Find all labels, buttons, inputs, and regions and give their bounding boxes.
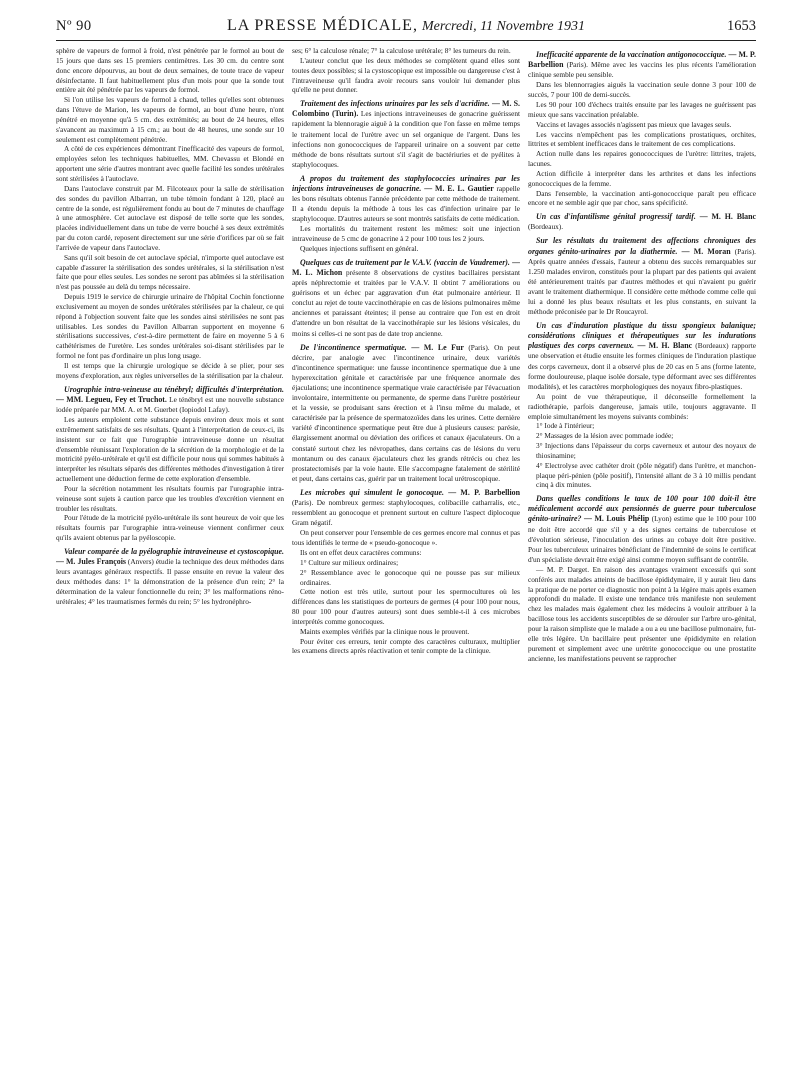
header-rule bbox=[56, 40, 756, 41]
paragraph: ses; 6° la calculose rénale; 7° la calculose urétérale; 8° les tumeurs du rein. bbox=[292, 46, 511, 55]
list-item: 2° Ressemblance avec le gonocoque qui ne pousse pas sur milieux ordinaires. bbox=[300, 567, 520, 587]
list-item: 3° Injections dans l'épaisseur du corps caverneux et autour des noyaux de thiosinamine; bbox=[536, 441, 756, 460]
article-heading bbox=[56, 547, 284, 608]
paragraph: Les vaccins n'empêchent pas les complications prostatiques, orchites, littrites et semblent inefficaces dans le traitement de ces complications. bbox=[528, 129, 756, 149]
paragraph: Quelques injections suffisent en général. bbox=[300, 244, 419, 254]
article-author: — M. H. Blanc bbox=[695, 212, 756, 222]
running-header bbox=[56, 14, 756, 40]
article-lead-text: (Paris). Même avec les vaccins les plus récents l'amélioration clinique semble peu sensible. bbox=[528, 60, 756, 80]
article-author: — M. L. Michon bbox=[292, 257, 520, 277]
article-heading bbox=[292, 174, 520, 224]
article-lead-text: (Lyon) estime que le 100 pour 100 ne doit être accordé que s'il y a des signes certains de tuberculose et d'évolution sérieuse, l'inoculation des urines au cobaye doit être positive. Pour les tuberculeux urinaires bénéficiant de l'indemnité de soins le certificat d'un spécialiste devrait être exigé ainsi comme moyen suffisant de contrôle. bbox=[528, 514, 756, 564]
paragraph: Pour éviter ces erreurs, tenir compte des caractères culturaux, multiplier les examens directs après réactivation et tenir compte de la clinique. bbox=[292, 636, 520, 656]
paragraph: Au point de vue thérapeutique, il déconseille formellement la radiothérapie, parfois dangereuse, jamais utile, toujours aggravante. Il emploie simultanément les moyens suivants combinés: bbox=[528, 391, 756, 421]
article-lead-text: (Paris). Après quatre années d'essais, l'auteur a obtenu des succès remarquables sur 1.250 malades environ, constitués pour la plupart par des patients qui avaient été antérieurement traités par d'autres méthodes et qui n'avaient pu guérir avant le traitement diathermique. Il considère cette méthode comme celle qui lui a donné les plus beaux résultats et les plus constants, en suivant la méthode préconisée par le Dr Roucayrol. bbox=[528, 246, 756, 317]
paragraph: Pour l'étude de la motricité pyélo-urétérale ils sont heureux de voir que les résultats fournis par l'urographie intra-veineuse viennent confirmer ceux qu'ils avaient obtenus par la pyéloscopie. bbox=[56, 513, 284, 543]
list-item: 1° Culture sur milieux ordinaires; bbox=[300, 557, 399, 567]
paragraph: Dans les blennorragies aiguës la vaccination seule donne 3 pour 100 de succès, 7 pour 100 de demi-succès. bbox=[528, 80, 756, 100]
list-item: 2° Massages de la lésion avec pommade iodée; bbox=[536, 431, 674, 441]
article-heading bbox=[528, 50, 756, 80]
article-lead-text: Les injections intraveineuses de gonacrine guérissent rapidement la blennoragie aiguë à la condition que l'on fasse en même temps le traitement local de l'urètre avec un sel organique de l'argent. Dans les infections non gonococciques de l'appareil urinaire on a souvent par cette méthode de bons résultats surtout s'il s'agit de bactériuries et de pyélites à staphylocoques. bbox=[292, 109, 520, 169]
article-lead-text: Le ténébryl est une nouvelle substance iodée préparée par MM. A. et M. Guerbet (Iopiodol Lafay). bbox=[56, 394, 284, 414]
article-heading bbox=[292, 258, 520, 339]
article-title: Urographie intra-veineuse au ténébryl; difficultés d'interprétation. bbox=[64, 384, 284, 394]
paragraph: Depuis 1919 le service de chirurgie urinaire de l'hôpital Cochin fonctionne exclusivement au moyen de sondes urétérales stérilisées par la chaleur, ce qui répond à l'objection souvent faite que les sondes ainsi stérilisées ne sont pas utilisables. Les sondes du Pavillon Albarran supportent en moyenne 6 stérilisations successives, c'est-à-dire permettent de faire en moyenne 5 à 6 cathétérismes de l'uretère. Les sondes urétérales soi-disant stérilisées par le formol ne font pas d'ordinaire un plus long usage. bbox=[56, 292, 284, 361]
paragraph: Dans l'autoclave construit par M. Filcoteaux pour la salle de stérilisation des sondes du pavillon Albarran, un tube témoin fondant à 120, placé au centre de la sonde, est régulièrement fondu au bout de 7 minutes de chauffage à une atmosphère. Cet autoclave est disposé de telle sorte que les sondes, placées individuellement dans un tube de verre bouché à ses deux extrémités par du coton cardé, reposent directement sur une série d'orifices par où se fait l'arrivée de vapeur dans l'autoclave. bbox=[56, 183, 284, 252]
article-author: — M. Jules François bbox=[56, 557, 126, 567]
article-author: — M. P. Barbellion bbox=[443, 487, 520, 497]
issue-number: Nº 90 bbox=[56, 18, 92, 34]
article-heading bbox=[528, 494, 756, 565]
article-lead-text: présente 8 observations de cystites bacillaires persistant après néphrectomie et traitées par le V.A.V. Il obtint 7 améliorations ou guérisons et un échec par aggravation d'un état pulmonaire antérieur. Il conclut au rejet de toute vaccinothérapie en cas de lésions pulmonaires même anciennes et paraissant éteintes; il pense au contraire que l'on est en droit d'attendre un bon résultat de la vaccinothérapie sur les lésions vésicales, du moins si celles-ci ne sont pas de date trop ancienne. bbox=[292, 267, 520, 338]
article-author: — M. Le Fur bbox=[406, 342, 464, 352]
paragraph: sphère de vapeurs de formol à froid, n'est pénétrée par le formol au bout de 15 jours que dans ses 15 premiers centimètres. Les 30 cm. du centre sont donc encore dépourvus, au bout de deux semaines, de toute trace de vapeur désinfectante. Il faut habituellement plus d'un mois pour que la sonde tout entière ait été pénétrée par les vapeurs de formol. bbox=[56, 46, 284, 95]
article-heading bbox=[292, 343, 520, 484]
text-columns bbox=[56, 46, 756, 1076]
article-lead-text: rappelle les bons résultats obtenus l'année précédente par cette méthode de traitement. Il a étendu depuis la méthode à tous les cas d'infection urinaire par le staphylocoque. D'autres auteurs se sont montrés satisfaits de cette médication. bbox=[292, 183, 520, 224]
text-column-3 bbox=[528, 46, 756, 1076]
paragraph: On peut conserver pour l'ensemble de ces germes encore mal connus et pas tous identifiés le terme de « pseudo-gonocoque ». bbox=[292, 528, 520, 548]
paragraph: A côté de ces expériences démontrant l'inefficacité des vapeurs de formol, employées selon les techniques habituelles, MM. Chevassu et Blondé en apportent une série d'autres montrant avec quelle facilité les sondes urétérales sont stérilisées à l'autoclave. bbox=[56, 144, 284, 183]
list-item: 1° Iode à l'intérieur; bbox=[536, 421, 595, 431]
paragraph: Les auteurs emploient cette substance depuis environ deux mois et sont extrêmement satisfaits de ses résultats. Quant à l'interprétation de ceux-ci, ils insistent sur ce fait que l'urographie intraveineuse donne un résultat d'ensemble réunissant l'exploration de la sécrétion de la morphologie et de la motricité pyélo-urétérale et qu'il est difficile pour nous qui sommes habitués à interpréter les résultats séparés des différentes méthodes d'investigation à tirer actuellement une déduction ferme de cette exploration d'ensemble. bbox=[56, 414, 284, 484]
article-heading bbox=[292, 99, 520, 170]
paragraph: Action difficile à interpréter dans les arthrites et dans les infections gonococciques de la femme. bbox=[528, 168, 756, 188]
article-lead-text: (Bordeaux). bbox=[528, 222, 564, 232]
article-author: — M. P. Barbellion bbox=[528, 50, 756, 70]
article-lead-text: (Paris). On peut décrire, par analogie avec l'incontinence urinaire, deux variétés d'incontinence spermatique: une fausse incontinence spermatique due à une hyperexcitation génitale et caractérisée par une fréquence anormale des éjaculations; une incontinence spermatique vraie caractérisée par l'évacuation involontaire, intermittente ou permanente, de sperme dans l'urètre postérieur et la vessie, se produisant sans érection et à l'insu même du malade, et caractérisée par la présence de spermatozoïdes dans les urines. Cette dernière variété d'incontinence spermatique peut être due à plusieurs causes: parésie, élargissement anormal ou déviation des orifices et canaux éjaculateurs. On a constaté surtout chez les névropathes, dans certains cas de lésions du veru montanum ou des canaux éjaculateurs chez les grands rétrécis ou chez les prostatectomisés par la voie haute. Elle s'accompagne fatalement de stérilité et peut, dans certains cas, guérir par un traitement local urétroscopique. bbox=[292, 342, 520, 483]
paragraph: Ils ont en effet deux caractères communs: bbox=[300, 548, 422, 557]
paragraph: Les mortalités du traitement restent les mêmes: soit une injection intraveineuse de 5 cmc de gonacrine à 2 pour 100 tous les 2 jours. bbox=[292, 224, 520, 244]
article-heading bbox=[56, 385, 284, 415]
issue-date: Mercredi, 11 Novembre 1931 bbox=[422, 19, 586, 34]
article-title: A propos du traitement des staphylococcies urinaires par les injections intraveineuses de gonacrine. bbox=[292, 173, 520, 193]
article-title: Traitement des infections urinaires par les sels d'acridine. bbox=[300, 99, 490, 109]
paragraph: Maints exemples vérifiés par la clinique nous le prouvent. bbox=[300, 626, 470, 636]
article-heading bbox=[528, 321, 756, 392]
list-item: 4° Electrolyse avec cathéter droit (pôle négatif) dans l'urètre, et manchon-plaque péri-pénien (pôle positif), l'intensité allant de 3 à 10 millis pendant cinq à dix minutes. bbox=[536, 460, 756, 490]
paragraph: Vaccins et lavages associés n'agissent pas mieux que lavages seuls. bbox=[536, 119, 732, 129]
paragraph: Pour la sécrétion notamment les résultats fournis par l'urographie intra-veineuse sont sujets à caution parce que les troubles d'excrétion viennent en troubler les résultats. bbox=[56, 483, 284, 513]
paragraph: L'auteur conclut que les deux méthodes se complètent quand elles sont toutes deux possibles; si la cystoscopique est impossible ou dangereuse c'est à l'intraveineuse qu'il faudra avoir recours sans vouloir lui demander plus qu'elle ne peut donner. bbox=[292, 55, 520, 95]
article-heading bbox=[528, 212, 756, 232]
article-author: — M. E. L. Gautier bbox=[421, 183, 494, 193]
article-heading bbox=[292, 488, 520, 528]
article-lead-text: (Bordeaux) rapporte une observation et étudie ensuite les formes cliniques de l'induration plastique des corps caverneux, dont il a observé plus de 20 cas en 5 ans (forme latente, forme douloureuse, plaque isolée dorsale, type déformant avec ses différentes modalités), et les caractères morphologiques des noyaux fibro-plastiques. bbox=[528, 341, 756, 391]
article-lead-text: (Paris). De nombreux germes: staphylocoques, colibacille catharralis, etc., ressemblent au gonocoque et prennent surtout en culture l'aspect diplocoque Gram négatif. bbox=[292, 498, 520, 528]
article-title: Inefficacité apparente de la vaccination antigonococcique. bbox=[536, 50, 727, 59]
paragraph: — M. P. Darget. En raison des avantages vraiment excessifs qui sont conférés aux malades atteints de bacillose épididymaire, il y aurait lieu dans la pratique de ne porter ce diagnostic non point à la légère mais après examen approfondi du malade. Il existe une tendance très manifeste non seulement chez les malades mais également chez les médecins à vouloir attribuer à la bacillose tous les accidents susceptibles de se dérouler sur l'arbre uro-génital, pour la raison simpliste que le malade a ou a eu une bacillose pulmonaire, fut-elle très légère. Un bacillaire peut présenter une épididymite en relation purement et simplement avec une urétrite gonococcique ou une prostatite ancienne, les manifestations peuvent se rapprocher bbox=[528, 564, 756, 663]
journal-title: LA PRESSE MÉDICALE, bbox=[226, 17, 418, 34]
paragraph: Cette notion est très utile, surtout pour les spermocultures où les différences dans les statistiques de porteurs de germes (4 pour 100 pour nous, 80 pour 100 pour d'autres auteurs) sont dues semble-t-il à ces microbes interprétés comme gonocoques. bbox=[292, 587, 520, 626]
article-title: Valeur comparée de la pyélographie intraveineuse et cystoscopique. bbox=[64, 546, 284, 556]
article-author: — M. Moran bbox=[677, 246, 731, 256]
article-title: Quelques cas de traitement par le V.A.V. (vaccin de Vaudremer). bbox=[300, 257, 510, 267]
paragraph: Si l'on utilise les vapeurs de formol à chaud, telles qu'elles sont obtenues dans l'étuve de Marion, les vapeurs de formol, au bout d'une heure, n'ont pénétré en moyenne qu'à 5 cm. des extrémités; au bout de 24 heures, elles s'avancent au maximum à 15 cm.; au bout de 48 heures, une sonde sur 10 seulement est complètement pénétrée. bbox=[56, 95, 284, 144]
article-title: De l'incontinence spermatique. bbox=[300, 342, 407, 352]
article-title: Un cas d'induration plastique du tissu spongieux balanique; considérations cliniques et thérapeutiques sur les indurations plastiques des corps caverneux. bbox=[528, 321, 756, 351]
article-title: Un cas d'infantilisme génital progressif tardif. bbox=[536, 212, 696, 222]
article-title: Les microbes qui simulent le gonocoque. bbox=[300, 487, 444, 497]
article-lead-text: (Anvers) étudie la technique des deux méthodes dans leurs avantages généraux respectifs. Il passe ensuite en revue la valeur des deux méthodes dans: 1° la démonstration de la présence d'un rein; 2° la détermination de la valeur fonctionnelle du rein; 3° les malformations réno-urétérales; 4° les traumatismes fermés du rein; 5° les hydronéphro- bbox=[56, 557, 284, 607]
article-author: — M. H. Blanc bbox=[634, 341, 693, 351]
text-column-2 bbox=[292, 46, 520, 1076]
paragraph: Les 90 pour 100 d'échecs traités ensuite par les lavages ne guérissent pas mieux que sans vaccination préalable. bbox=[528, 99, 756, 119]
article-title: Sur les résultats du traitement des affections chroniques des organes génito-urinaires par la diathermie. bbox=[528, 236, 756, 256]
page-number: 1653 bbox=[727, 18, 756, 34]
text-column-1 bbox=[56, 46, 284, 1076]
paragraph: Dans l'ensemble, la vaccination anti-gonococcique paraît peu efficace encore et ne semble agir que par choc, sans spécificité. bbox=[528, 188, 756, 208]
article-heading bbox=[528, 236, 756, 317]
paragraph: Sans qu'il soit besoin de cet autoclave spécial, n'importe quel autoclave est capable d'assurer la stérilisation des sondes urétérales, si la stérilisation n'est faite que pour elles seules. Les sondes ne seront pas abîmées si la stérilisation n'est pas poussée au delà du temps nécessaire. bbox=[56, 252, 284, 292]
article-author: — MM. Legueu, Fey et Truchot. bbox=[56, 394, 167, 404]
article-author: — M. S. Colombino (Turin). bbox=[292, 99, 520, 119]
paragraph: Il est temps que la chirurgie urologique se décide à se plier, pour ses moyens d'exploration, aux règles universelles de la stérilisation par la chaleur. bbox=[56, 361, 284, 380]
article-author: — M. Louis Phélip bbox=[581, 514, 650, 524]
paragraph: Action nulle dans les repaires gonococciques de l'urètre: littrites, trajets, lacunes. bbox=[528, 149, 756, 169]
article-title: Dans quelles conditions le taux de 100 pour 100 doit-il être médicalement accordé aux pensionnés de guerre pour tuberculose génito-urinaire? bbox=[528, 494, 756, 524]
journal-title-line bbox=[56, 17, 756, 35]
